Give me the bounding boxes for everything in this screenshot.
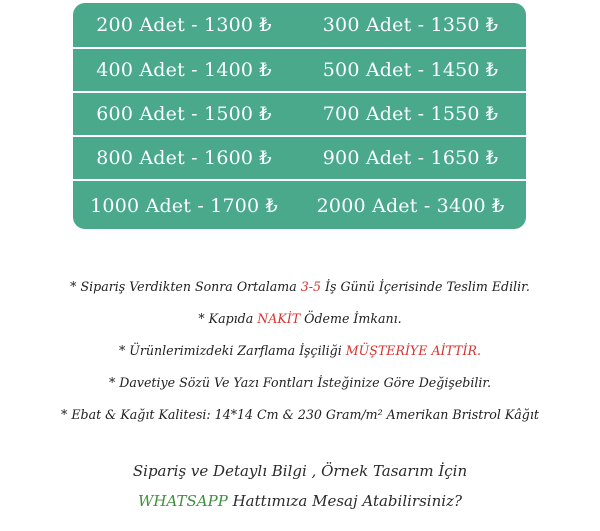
- price-option: 1000 Adet - 1700 ₺: [90, 195, 278, 217]
- cta-line: WHATSAPP Hattımıza Mesaj Atabilirsiniz?: [138, 492, 462, 510]
- highlight-text: MÜŞTERİYE AİTTİR.: [345, 343, 482, 358]
- price-option: 300 Adet - 1350 ₺: [322, 14, 499, 36]
- price-option: 200 Adet - 1300 ₺: [96, 14, 272, 36]
- price-row: [73, 179, 526, 229]
- price-option: 700 Adet - 1550 ₺: [322, 103, 499, 125]
- cta-line: Sipariş ve Detaylı Bilgi , Örnek Tasarım İçin: [132, 462, 468, 480]
- price-option: 400 Adet - 1400 ₺: [96, 59, 272, 81]
- note-envelope: * Ürünlerimizdeki Zarflama İşçiliği MÜŞTERİYE AİTTİR.: [118, 343, 482, 358]
- price-row: [73, 135, 526, 179]
- price-option: 800 Adet - 1600 ₺: [96, 147, 272, 169]
- price-row: [73, 91, 526, 135]
- price-row: [73, 47, 526, 91]
- price-option: 500 Adet - 1450 ₺: [322, 59, 499, 81]
- price-option: 600 Adet - 1500 ₺: [96, 103, 272, 125]
- price-option: 2000 Adet - 3400 ₺: [316, 195, 505, 217]
- note-fonts: * Davetiye Sözü Ve Yazı Fontları İsteğinize Göre Değişebilir.: [108, 375, 492, 390]
- note-delivery-time: * Sipariş Verdikten Sonra Ortalama 3-5 İş Günü İçerisinde Teslim Edilir.: [70, 279, 530, 294]
- contact-cta: [0, 456, 600, 516]
- note-payment: * Kapıda NAKİT Ödeme İmkanı.: [198, 311, 402, 326]
- info-notes: [0, 271, 600, 431]
- price-option: 900 Adet - 1650 ₺: [322, 147, 499, 169]
- note-dimensions: * Ebat & Kağıt Kalitesi: 14*14 Cm & 230 Gram/m² Amerikan Bristrol Kâğıt: [61, 407, 539, 422]
- highlight-text: 3-5: [300, 279, 322, 294]
- price-row: [73, 3, 526, 47]
- highlight-text: NAKİT: [257, 311, 301, 326]
- whatsapp-link[interactable]: WHATSAPP: [138, 492, 228, 510]
- price-table: [73, 3, 526, 229]
